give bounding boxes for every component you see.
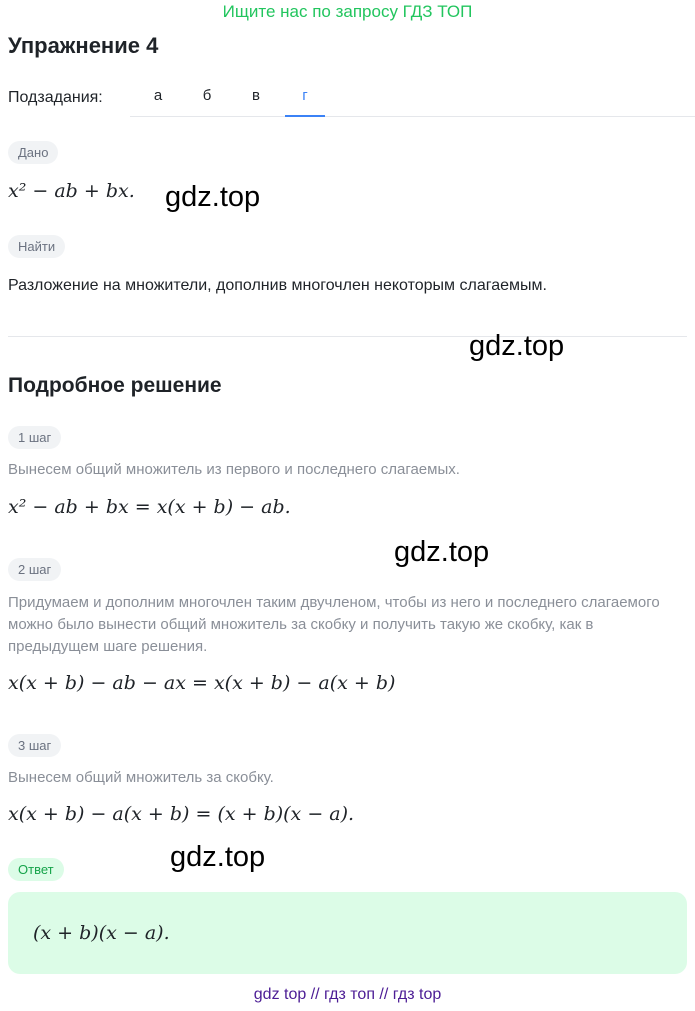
answer-section [8,858,64,881]
step-pill: 2 шаг [8,558,61,581]
search-banner: Ищите нас по запросу ГДЗ ТОП [222,2,473,21]
step-expression: x² − ab + bx = x(x + b) − ab. [8,496,291,518]
tab-v[interactable]: в [252,87,260,104]
step-text: Придумаем и дополним многочлен таким двучленом, чтобы из него и последнего слагаемого можно было вынести общий множитель за скобку и получить такую же скобку, как в предыдущем шаге решения. [8,594,660,655]
watermark: gdz.top [394,536,490,568]
watermark: gdz.top [170,841,266,873]
step-1 [8,426,61,449]
find-section [8,235,65,258]
solution-title: Подробное решение [8,374,222,397]
answer-box [8,892,687,974]
tab-a[interactable]: а [153,87,163,104]
given-section [8,141,58,164]
step-expression: x(x + b) − ab − ax = x(x + b) − a(x + b) [8,672,396,694]
step-expression: x(x + b) − a(x + b) = (x + b)(x − a). [8,803,355,825]
answer-expression: (x + b)(x − a). [33,922,170,944]
step-3 [8,734,61,757]
footer-links[interactable]: gdz top // гдз топ // гдз top [253,986,442,1003]
page-title: Упражнение 4 [8,33,159,58]
step-pill: 3 шаг [8,734,61,757]
find-text: Разложение на множители, дополнив многочлен некоторым слагаемым. [8,277,547,294]
given-expression: x² − ab + bx. [8,180,135,202]
step-text: Вынесем общий множитель из первого и последнего слагаемых. [8,461,460,478]
step-2 [8,558,61,581]
step-text: Вынесем общий множитель за скобку. [8,769,274,786]
subtask-tabs [130,87,695,117]
answer-pill: Ответ [8,858,64,881]
find-pill: Найти [8,235,65,258]
subtasks-label: Подзадания: [8,89,103,106]
given-pill: Дано [8,141,58,164]
step-pill: 1 шаг [8,426,61,449]
watermark: gdz.top [165,181,261,213]
watermark: gdz.top [469,330,565,362]
section-divider [8,336,687,337]
tab-g[interactable]: г [285,87,325,117]
tab-b[interactable]: б [202,87,212,104]
